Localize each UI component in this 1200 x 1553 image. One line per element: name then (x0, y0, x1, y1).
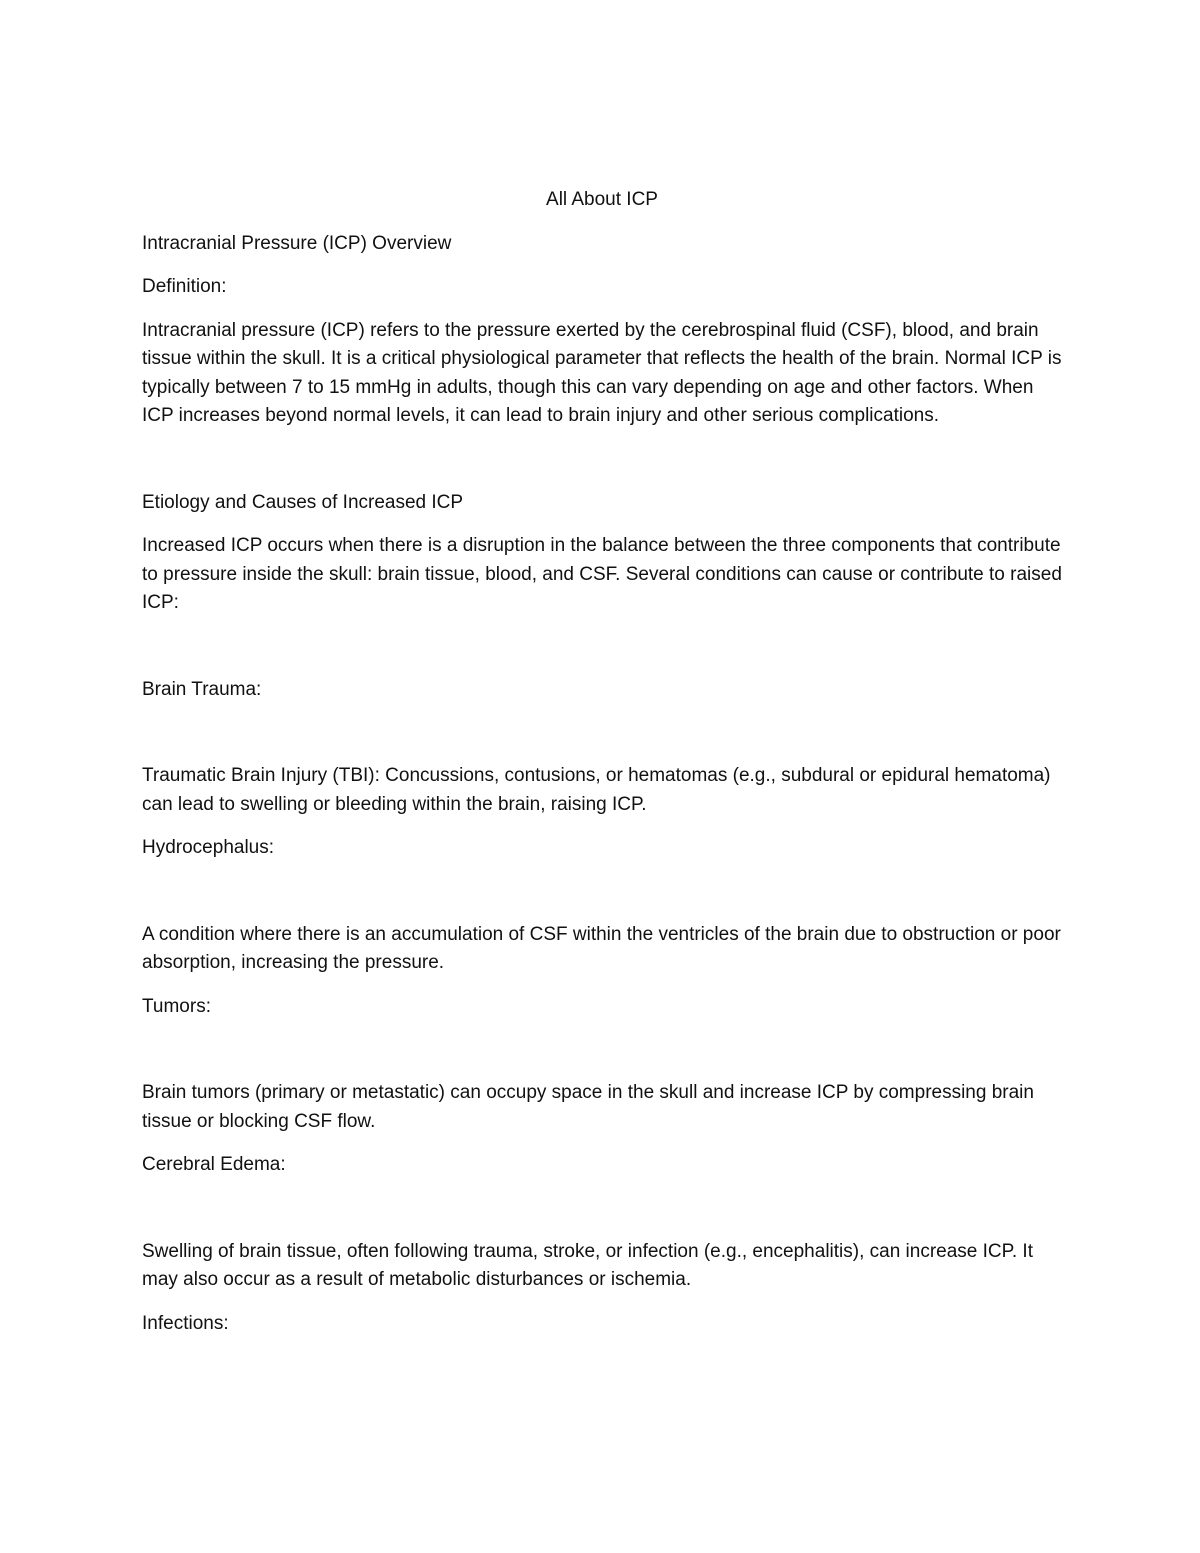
hydrocephalus-label: Hydrocephalus: (142, 837, 275, 858)
document-title: All About ICP (546, 189, 658, 210)
document-body (142, 186, 1062, 1338)
cerebral-edema-paragraph: Swelling of brain tissue, often following trauma, stroke, or infection (e.g., encephalitis), can increase ICP. It may also occur as a result of metabolic disturbances or ischemia. (142, 1240, 1033, 1290)
tumors-paragraph: Brain tumors (primary or metastatic) can occupy space in the skull and increase ICP by compressing brain tissue or blocking CSF flow. (142, 1082, 1034, 1132)
brain-trauma-label: Brain Trauma: (142, 678, 262, 700)
etiology-heading: Etiology and Causes of Increased ICP (142, 491, 464, 513)
definition-label: Definition: (142, 276, 227, 297)
tbi-paragraph: Traumatic Brain Injury (TBI): Concussions, contusions, or hematomas (e.g., subdural or epidural hematoma) can lead to swelling or bleeding within the brain, raising ICP. (142, 765, 1051, 815)
definition-paragraph: Intracranial pressure (ICP) refers to the pressure exerted by the cerebrospinal fluid (CSF), blood, and brain tissue within the skull. It is a critical physiological parameter that reflects the health of the brain. Normal ICP is typically between 7 to 15 mmHg in adults, though this can vary depending on age and other factors. When ICP increases beyond normal levels, it can lead to brain injury and other serious complications. (142, 319, 1062, 426)
hydrocephalus-paragraph: A condition where there is an accumulation of CSF within the ventricles of the brain due to obstruction or poor absorption, increasing the pressure. (142, 923, 1061, 973)
overview-heading: Intracranial Pressure (ICP) Overview (142, 232, 452, 254)
infections-label: Infections: (142, 1312, 229, 1334)
etiology-paragraph: Increased ICP occurs when there is a disruption in the balance between the three components that contribute to pressure inside the skull: brain tissue, blood, and CSF. Several conditions can cause or contribute to raised ICP: (142, 535, 1062, 613)
tumors-label: Tumors: (142, 995, 211, 1017)
cerebral-edema-label: Cerebral Edema: (142, 1154, 286, 1175)
